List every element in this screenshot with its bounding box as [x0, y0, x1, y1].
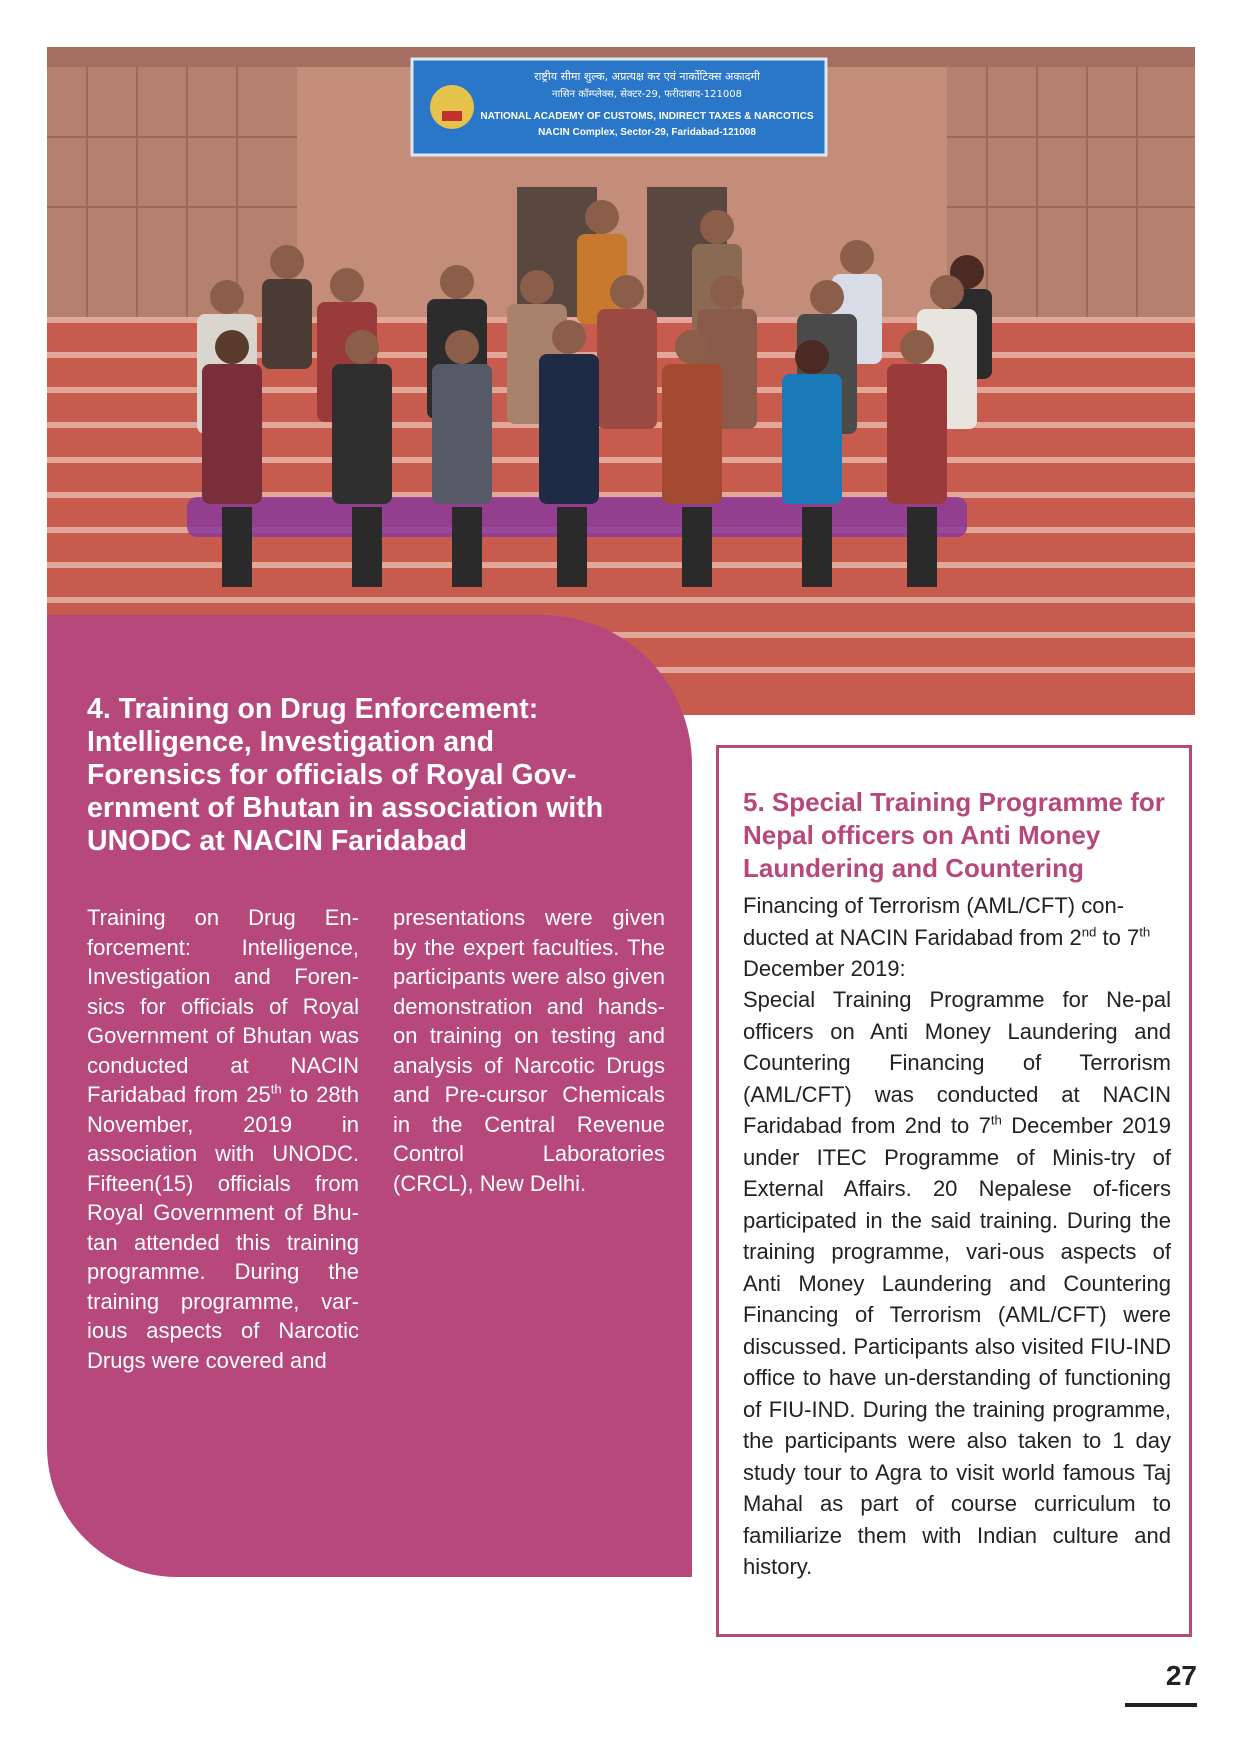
- section-5-intro-text-b: to 7: [1096, 924, 1140, 950]
- section-4-column-1-text-a: Training on Drug En-forcement: Intelligence, Investigation and Foren-sics for officials of Royal Government of Bhutan was conducted at NACIN Faridabad from 25: [87, 905, 359, 1107]
- section-4-column-2: presentations were given by the expert faculties. The participants were also given demonstration and hands-on training on testing and analysis of Narcotic Drugs and Pre-cursor Chemicals in the Central Revenue Control Laboratories (CRCL), New Delhi.: [393, 905, 665, 1196]
- section-5-body-sup: th: [990, 1112, 1002, 1128]
- sign-line-english-1: NATIONAL ACADEMY OF CUSTOMS, INDIRECT TAXES & NARCOTICS: [480, 111, 814, 122]
- section-4-column-1: [87, 903, 359, 1375]
- section-5-intro-text-a: Financing of Terrorism (AML/CFT) con-ducted at NACIN Faridabad from 2: [743, 893, 1125, 950]
- sign-line-hindi-2: नासिन कॉम्प्लेक्स, सेक्टर-29, फरीदाबाद-121008: [552, 89, 742, 100]
- sign-line-english-2: NACIN Complex, Sector-29, Faridabad-121008: [538, 127, 756, 138]
- section-5-intro-text-c: December 2019:: [743, 956, 906, 981]
- page-number: 27: [1165, 1660, 1197, 1691]
- section-4-panel: [47, 615, 692, 1577]
- section-5-body-text-b: December 2019 under ITEC Programme of Minis-try of External Affairs. 20 Nepalese of-ficers participated in the said training. During the training programme, vari-ous aspects of Anti Money Laundering and Countering Financing of Terrorism (AML/CFT) were discussed. Participants also visited FIU-IND office to have un-derstanding of functioning of FIU-IND. During the training programme, the participants were also taken to 1 day study tour to Agra to visit world famous Taj Mahal as part of course curriculum to familiarize them with Indian culture and history.: [743, 1113, 1171, 1579]
- section-5-intro-sup-2: th: [1139, 924, 1151, 940]
- section-5-heading: 5. Special Training Programme for Nepal officers on Anti Money Laundering and Countering: [743, 787, 1165, 883]
- sign-line-hindi-1: राष्ट्रीय सीमा शुल्क, अप्रत्यक्ष कर एवं नार्कोटिक्स अकादमी: [534, 70, 760, 83]
- section-5-box: [716, 745, 1192, 1637]
- section-4-heading: 4. Training on Drug Enforcement: Intelligence, Investigation and Forensics for officials of Royal Gov-ernment of Bhutan in association with UNODC at NACIN Faridabad: [87, 693, 604, 857]
- section-5-intro: [743, 890, 1171, 985]
- section-4-column-1-sup: th: [270, 1081, 282, 1097]
- page-number-underline: [1125, 1703, 1197, 1707]
- section-5-intro-sup-1: nd: [1081, 924, 1097, 940]
- section-5-body-text-a: Special Training Programme for Ne-pal officers on Anti Money Laundering and Countering Financing of Terrorism (AML/CFT) was conducted at NACIN Faridabad from 2nd to 7: [743, 987, 1171, 1138]
- section-5-body: [743, 984, 1171, 1583]
- section-4-column-1-text-b: to 28th November, 2019 in association with UNODC. Fifteen(15) officials from Royal Government of Bhu-tan attended this training programme. During the training programme, var-ious aspects of Narcotic Drugs were covered and: [87, 1082, 359, 1373]
